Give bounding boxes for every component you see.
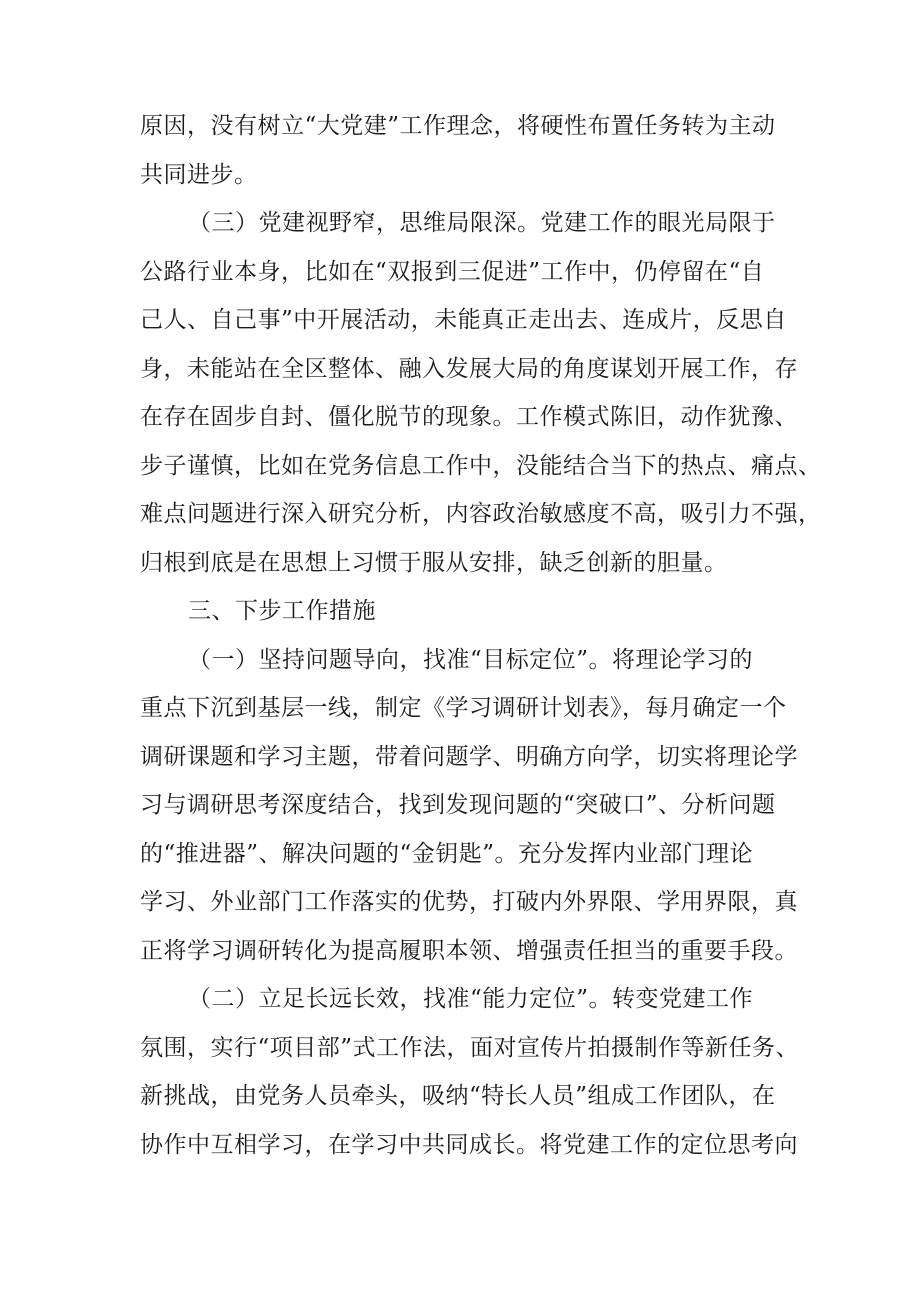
text-line: 习与调研思考深度结合，找到发现问题的“突破口”、分析问题	[140, 792, 776, 818]
paragraph-first-line: （二）立足长远长效，找准“能力定位”。转变党建工作	[188, 986, 754, 1012]
text-line: 己人、自己事”中开展活动，未能真正走出去、连成片，反思自	[140, 307, 787, 333]
text-line: 原因，没有树立“大党建”工作理念，将硬性布置任务转为主动	[140, 113, 776, 139]
text-line: 身，未能站在全区整体、融入发展大局的角度谋划开展工作，存	[140, 355, 798, 382]
text-line: 调研课题和学习主题，带着问题学、明确方向学，切实将理论学	[140, 743, 798, 770]
paragraph-first-line: （三）党建视野窄，思维局限深。党建工作的眼光局限于	[188, 210, 776, 236]
text-line: 重点下沉到基层一线，制定《学习调研计划表》，每月确定一个	[140, 695, 787, 721]
text-line: 正将学习调研转化为提高履职本领、增强责任担当的重要手段。	[140, 937, 798, 964]
text-line: 协作中互相学习，在学习中共同成长。将党建工作的定位思考向	[140, 1131, 798, 1158]
text-line: 公路行业本身，比如在“双报到三促进”工作中，仍停留在“自	[140, 258, 765, 285]
text-line: 新挑战，由党务人员牵头，吸纳“特长人员”组成工作团队，在	[140, 1083, 776, 1109]
paragraph-first-line: 三、下步工作措施	[188, 598, 376, 624]
text-line: 归根到底是在思想上习惯于服从安排，缺乏创新的胆量。	[140, 549, 728, 576]
text-line: 在存在固步自封、僵化脱节的现象。工作模式陈旧，动作犹豫、	[140, 404, 798, 430]
paragraph-first-line: （一）坚持问题导向，找准“目标定位”。将理论学习的	[188, 646, 754, 673]
text-line: 步子谨慎，比如在党务信息工作中，没能结合当下的热点、痛点、	[140, 452, 822, 479]
text-line: 难点问题进行深入研究分析，内容政治敏感度不高，吸引力不强，	[140, 501, 822, 527]
document-body	[140, 102, 822, 1169]
text-line: 学习、外业部门工作落实的优势，打破内外界限、学用界限，真	[140, 889, 798, 915]
text-line: 共同进步。	[140, 161, 258, 188]
text-line: 氛围，实行“项目部”式工作法，面对宣传片拍摄制作等新任务、	[140, 1034, 800, 1061]
text-line: 的“推进器”、解决问题的“金钥匙”。充分发挥内业部门理论	[140, 840, 754, 867]
